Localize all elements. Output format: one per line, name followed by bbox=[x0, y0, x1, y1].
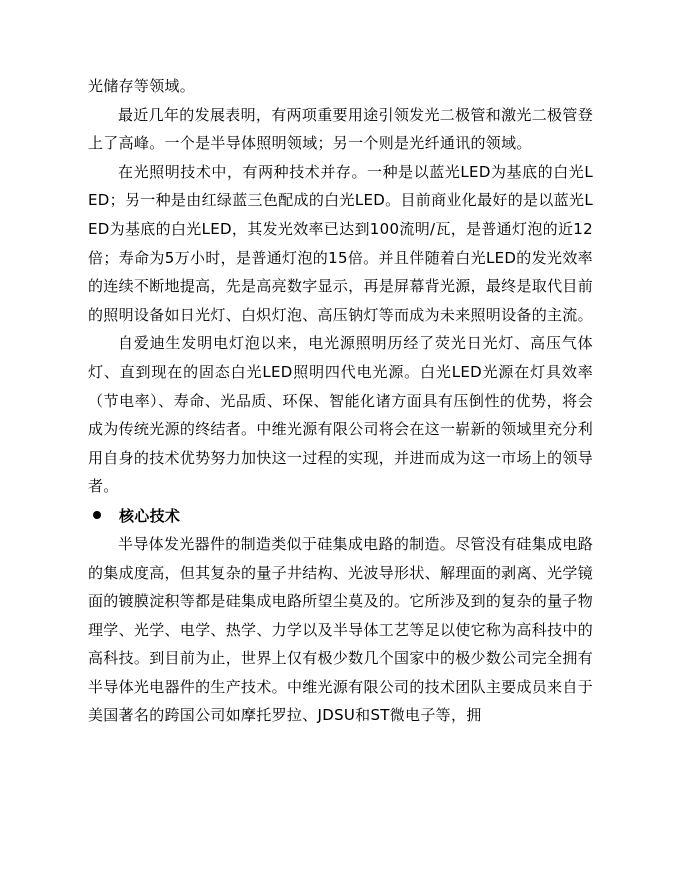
paragraph-two-applications: 最近几年的发展表明，有两项重要用途引领发光二极管和激光二极管登上了高峰。一个是半导体照明领域；另一个则是光纤通讯的领域。 bbox=[88, 105, 593, 153]
bullet-icon bbox=[93, 511, 101, 519]
paragraph-light-source-history: 自爱迪生发明电灯泡以来，电光源照明历经了荧光日光灯、高压气体灯、直到现在的固态白光LED照明四代电光源。白光LED光源在灯具效率（节电率）、寿命、光品质、环保、智能化诸方面具有压倒性的优势，将会成为传统光源的终结者。中维光源有限公司将会在这一崭新的领域里充分利用自身的技术优势努力加快这一过程的实现，并进而成为这一市场上的领导者。 bbox=[88, 334, 593, 496]
section-heading-text: 核心技术 bbox=[119, 506, 181, 525]
paragraph-core-technology: 半导体发光器件的制造类似于硅集成电路的制造。尽管没有硅集成电路的集成度高，但其复杂的量子井结构、光波导形状、解理面的剥离、光学镜面的镀膜淀积等都是硅集成电路所望尘莫及的。它所涉及到的复杂的量子物理学、光学、电学、热学、力学以及半导体工艺等足以使它称为高科技中的高科技。到目前为止，世界上仅有极少数几个国家中的极少数公司完全拥有半导体光电器件的生产技术。中维光源有限公司的技术团队主要成员来自于美国著名的跨国公司如摩托罗拉、JDSU和ST微电子等，拥 bbox=[88, 534, 593, 725]
paragraph-continuation: 光储存等领域。 bbox=[88, 77, 196, 95]
document-body bbox=[88, 72, 593, 730]
section-heading-core-technology bbox=[88, 501, 593, 530]
paragraph-white-led-technologies: 在光照明技术中，有两种技术并存。一种是以蓝光LED为基底的白光LED；另一种是由红绿蓝三色配成的白光LED。目前商业化最好的是以蓝光LED为基底的白光LED，其发光效率已达到100流明/瓦，是普通灯泡的近12倍；寿命为5万小时，是普通灯泡的15倍。并且伴随着白光LED的发光效率的连续不断地提高，先是高亮数字显示，再是屏幕背光源，最终是取代目前的照明设备如日光灯、白炽灯泡、高压钠灯等而成为未来照明设备的主流。 bbox=[88, 162, 593, 324]
